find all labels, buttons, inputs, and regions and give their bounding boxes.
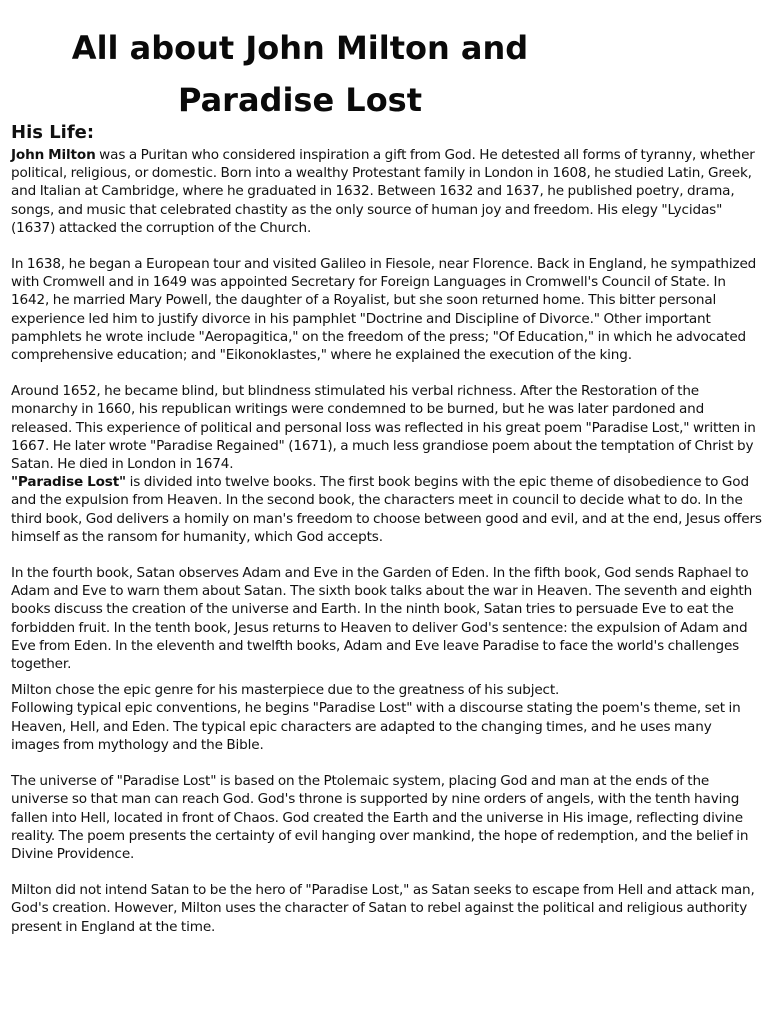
bold-title-paradise-lost: "Paradise Lost" <box>11 474 126 491</box>
paragraph-life-1-text: was a Puritan who considered inspiration a gift from God. He detested all forms of tyranny, whether political, religious, or domestic. Born into a wealthy Protestant family in London in 1608, he studied Latin, Greek, and Italian at Cambridge, where he graduated in 1632. Between 1632 and 1637, he published poetry, drama, songs, and music that celebrated chastity as the only source of human joy and freedom. His elegy "Lycidas" (1637) attacked the corruption of the Church. <box>11 147 755 236</box>
bold-name-john-milton: John Milton <box>11 147 96 163</box>
paragraph-poem-3-line-2: Following typical epic conventions, he begins "Paradise Lost" with a discourse stating the poem's theme, set in Heaven, Hell, and Eden. The typical epic characters are adapted to the changing times, and he uses many images from mythology and the Bible. <box>11 700 741 753</box>
section-heading-his-life: His Life: <box>11 122 95 143</box>
paragraph-poem-3-line-1: Milton chose the epic genre for his masterpiece due to the greatness of his subject. <box>11 682 560 699</box>
paragraph-poem-4: The universe of "Paradise Lost" is based on the Ptolemaic system, placing God and man at the ends of the universe so that man can reach God. God's throne is supported by nine orders of angels, with the tenth having fallen into Hell, located in front of Chaos. God created the Earth and the universe in His image, reflecting divine reality. The poem presents the certainty of evil hanging over mankind, the hope of redemption, and the belief in Divine Providence. <box>11 773 749 862</box>
page-title-line-2: Paradise Lost <box>177 81 423 119</box>
paragraph-poem-5: Milton did not intend Satan to be the hero of "Paradise Lost," as Satan seeks to escape from Hell and attack man, God's creation. However, Milton uses the character of Satan to rebel against the political and religious authority present in England at the time. <box>11 882 755 935</box>
paragraph-life-1 <box>11 146 763 237</box>
paragraph-poem-1-text: is divided into twelve books. The first book begins with the epic theme of disobedience to God and the expulsion from Heaven. In the second book, the characters meet in council to decide what to do. In the third book, God delivers a homily on man's freedom to choose between good and evil, and at the end, Jesus offers himself as the ransom for humanity, which God accepts. <box>11 474 762 545</box>
paragraph-life-3: Around 1652, he became blind, but blindness stimulated his verbal richness. After the Restoration of the monarchy in 1660, his republican writings were condemned to be burned, but he was later pardoned and released. This experience of political and personal loss was reflected in his great poem "Paradise Lost," written in 1667. He later wrote "Paradise Regained" (1671), a much less grandiose poem about the temptation of Christ by Satan. He died in London in 1674. <box>11 383 756 473</box>
page-title <box>30 22 570 126</box>
paragraph-life-2: In 1638, he began a European tour and visited Galileo in Fiesole, near Florence. Back in England, he sympathized with Cromwell and in 1649 was appointed Secretary for Foreign Languages in Cromwell's Council of State. In 1642, he married Mary Powell, the daughter of a Royalist, but she soon returned home. This bitter personal experience led him to justify divorce in his pamphlet "Doctrine and Discipline of Divorce." Other important pamphlets he wrote include "Aeropagitica," on the freedom of the press; "Of Education," in which he advocated comprehensive education; and "Eikonoklastes," where he explained the execution of the king. <box>11 256 757 364</box>
document-body <box>11 146 763 936</box>
paragraph-poem-2: In the fourth book, Satan observes Adam and Eve in the Garden of Eden. In the fifth book, God sends Raphael to Adam and Eve to warn them about Satan. The sixth book talks about the war in Heaven. The seventh and eighth books discuss the creation of the universe and Earth. In the ninth book, Satan tries to persuade Eve to eat the forbidden fruit. In the tenth book, Jesus returns to Heaven to deliver God's sentence: the expulsion of Adam and Eve from Eden. In the eleventh and twelfth books, Adam and Eve leave Paradise to face the world's challenges together. <box>11 565 753 673</box>
paragraph-poem-1 <box>11 473 763 546</box>
page-title-line-1: All about John Milton and <box>71 29 529 67</box>
